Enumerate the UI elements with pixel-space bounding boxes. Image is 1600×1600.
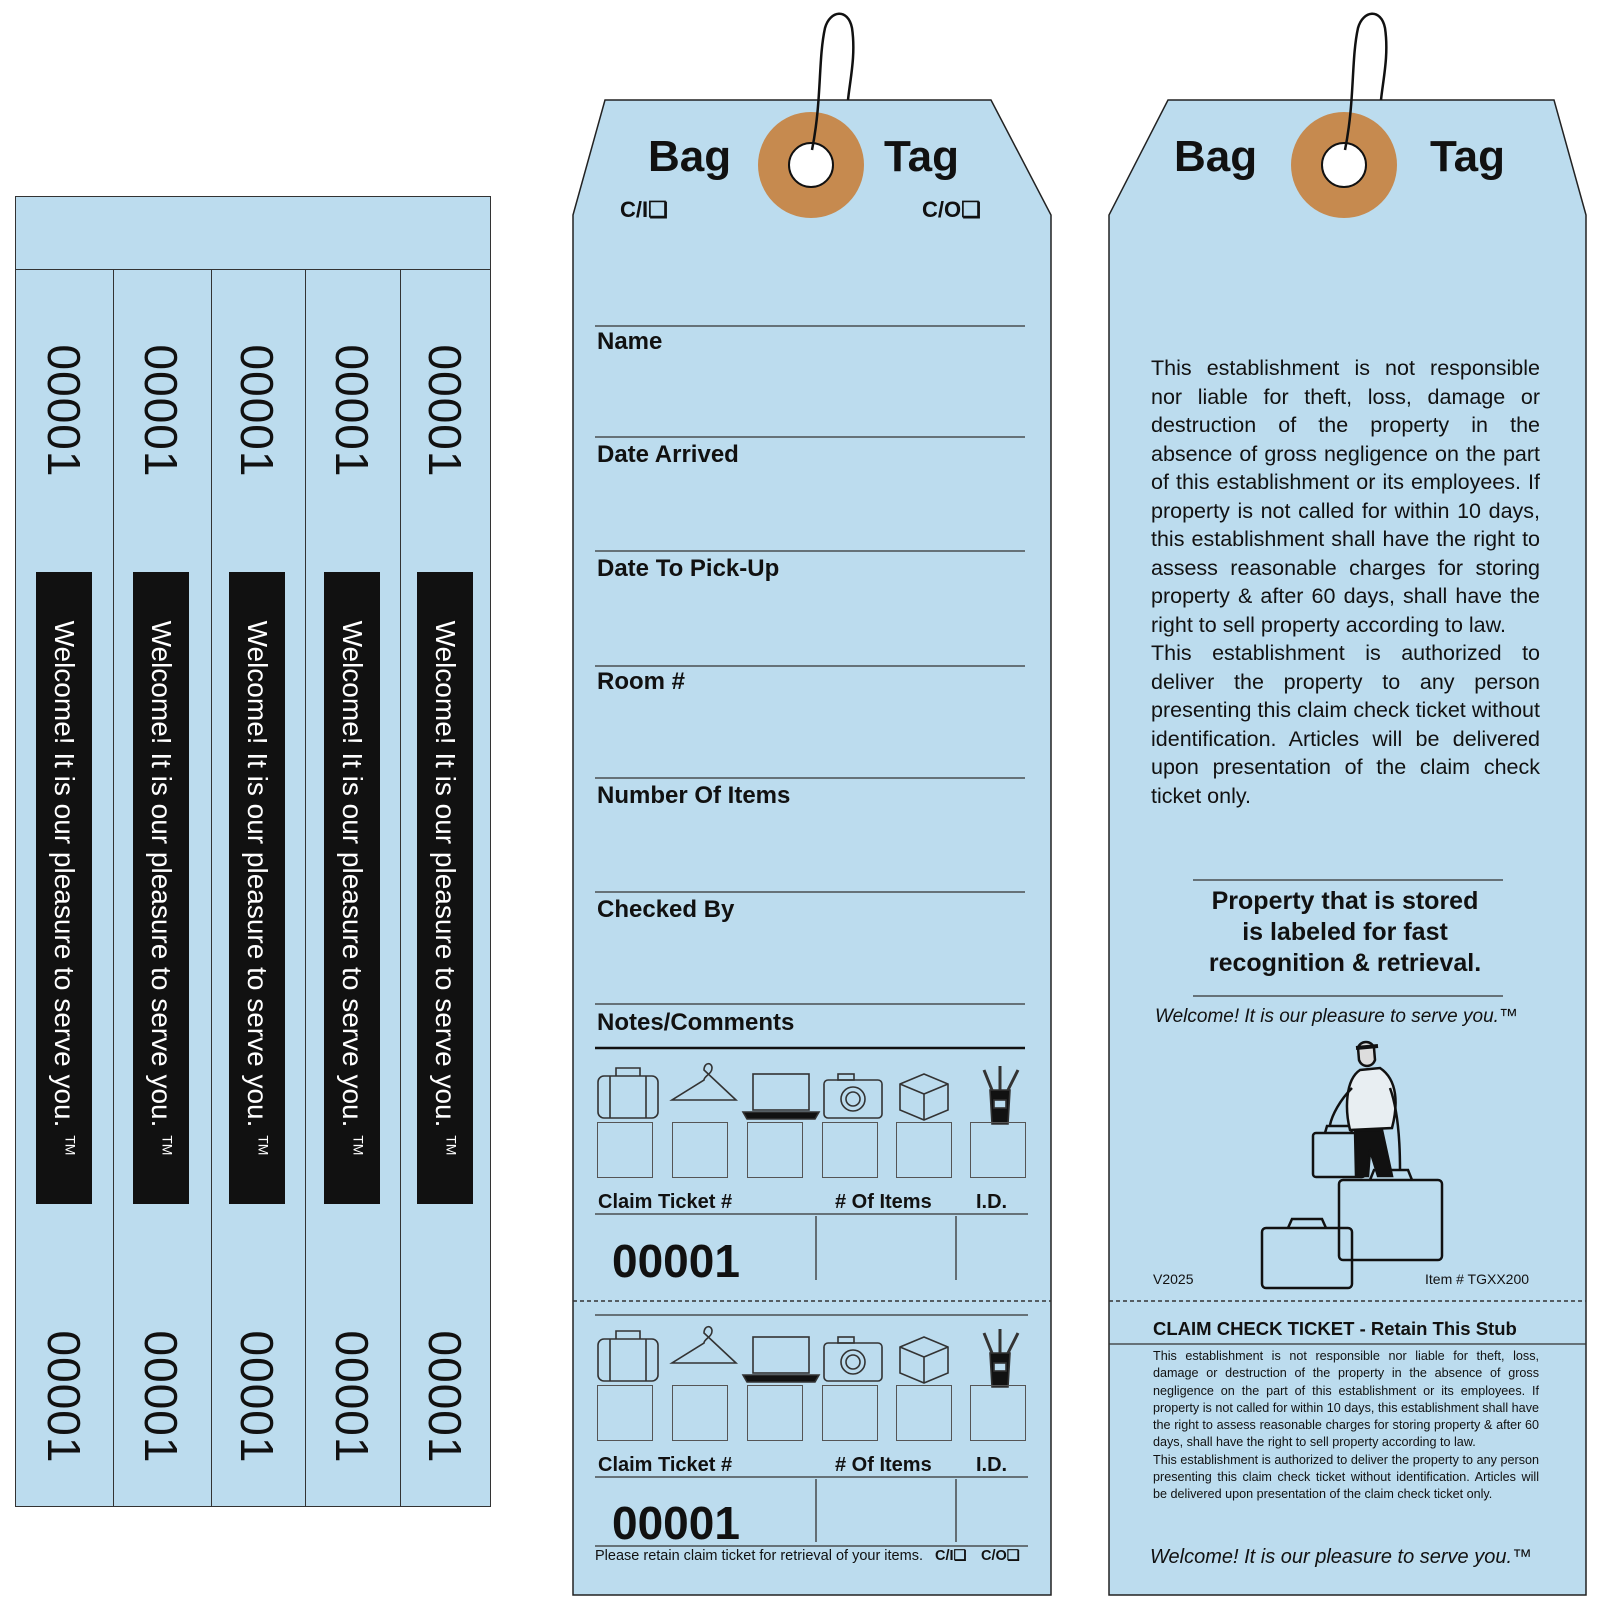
banner-text: Welcome! It is our pleasure to serve you. xyxy=(242,620,273,1128)
trademark: TM xyxy=(159,1135,176,1156)
stub-number-bottom: 00001 xyxy=(37,1330,90,1464)
field-room: Room # xyxy=(597,668,686,695)
footer-check-out[interactable]: C/O❏ xyxy=(981,1548,1020,1564)
stub-number-bottom: 00001 xyxy=(231,1330,283,1464)
stub-number-bottom: 00001 xyxy=(325,1330,378,1464)
check-out-option[interactable]: C/O❏ xyxy=(922,197,981,222)
welcome-banner xyxy=(229,572,285,1204)
back-title-bag: Bag xyxy=(1174,132,1258,181)
footer-co-label: C/O xyxy=(981,1548,1007,1564)
field-name: Name xyxy=(597,328,663,355)
stub-welcome-line: Welcome! It is our pleasure to serve you.™ xyxy=(1150,1546,1533,1568)
trademark: TM xyxy=(349,1135,366,1156)
box-checkbox[interactable] xyxy=(896,1122,952,1178)
stub-column-4 xyxy=(304,270,399,1506)
field-checked-by: Checked By xyxy=(597,896,735,923)
property-note-line-3: recognition & retrieval. xyxy=(1208,949,1482,977)
trademark: TM xyxy=(61,1135,78,1156)
property-note-line-2: is labeled for fast xyxy=(1242,918,1448,946)
stub-column-2 xyxy=(112,270,210,1506)
items-header: # Of Items xyxy=(835,1191,932,1213)
banner-text: Welcome! It is our pleasure to serve you. xyxy=(430,620,461,1128)
check-out-label: C/O xyxy=(922,197,962,222)
disclaimer xyxy=(1151,354,1540,810)
ticket-number: 00001 xyxy=(612,1497,740,1549)
trademark: TM xyxy=(443,1135,460,1156)
camera-checkbox[interactable] xyxy=(822,1122,878,1178)
claim-ticket-header: Claim Ticket # xyxy=(598,1191,733,1213)
stub-number-top: 00001 xyxy=(325,344,378,478)
field-number-of-items: Number Of Items xyxy=(597,782,791,809)
banner-text: Welcome! It is our pleasure to serve you. xyxy=(336,620,368,1128)
check-in-label: C/I xyxy=(620,197,649,222)
stub-column-3 xyxy=(210,270,304,1506)
version: V2025 xyxy=(1153,1271,1194,1287)
footer-check-in[interactable]: C/I❏ xyxy=(935,1548,967,1564)
box-checkbox[interactable] xyxy=(896,1385,952,1441)
laptop-checkbox[interactable] xyxy=(747,1385,803,1441)
golf-bag-checkbox[interactable] xyxy=(970,1385,1026,1441)
camera-checkbox[interactable] xyxy=(822,1385,878,1441)
field-notes: Notes/Comments xyxy=(597,1009,795,1036)
claim-ticket-header: Claim Ticket # xyxy=(598,1454,733,1476)
laptop-checkbox[interactable] xyxy=(747,1122,803,1178)
id-header: I.D. xyxy=(976,1454,1008,1476)
welcome-banner xyxy=(324,572,380,1204)
ticket-number: 00001 xyxy=(612,1235,740,1287)
disclaimer-paragraph-1: This establishment is not responsible nor liable for theft, loss, damage or destruction of the property in the absence of gross negligence on the part of this establishment or its employees. If property is not called for within 10 days, this establishment shall have the right to assess reasonable charges for storing property & after 60 days, shall have the right to sell property according to law. xyxy=(1151,356,1540,637)
front-title-bag: Bag xyxy=(648,132,732,181)
stub-number-top: 00001 xyxy=(37,344,90,478)
disclaimer-paragraph-2: This establishment is authorized to deliver the property to any person presenting this claim check ticket without identification. Articles will be delivered upon presentation of the claim check ticket only. xyxy=(1151,641,1540,808)
hanger-checkbox[interactable] xyxy=(672,1385,728,1441)
stub-number-top: 00001 xyxy=(419,344,471,478)
golf-bag-checkbox[interactable] xyxy=(970,1122,1026,1178)
id-header: I.D. xyxy=(976,1191,1008,1213)
luggage-checkbox[interactable] xyxy=(597,1385,653,1441)
stub-fine-print xyxy=(1153,1348,1539,1504)
check-in-option[interactable]: C/I❏ xyxy=(620,197,668,222)
stub-fine-paragraph-2: This establishment is authorized to deliver the property to any person presenting this claim check ticket without identification. Articles will be delivered upon presentation of the claim check ticket only. xyxy=(1153,1452,1539,1502)
items-header: # Of Items xyxy=(835,1454,932,1476)
luggage-checkbox[interactable] xyxy=(597,1122,653,1178)
front-tag-body xyxy=(573,100,1051,1595)
welcome-line: Welcome! It is our pleasure to serve you.™ xyxy=(1155,1006,1518,1027)
stub-column-1 xyxy=(16,270,111,1506)
stub-number-bottom: 00001 xyxy=(419,1330,471,1464)
stub-number-top: 00001 xyxy=(135,344,187,478)
field-date-pickup: Date To Pick-Up xyxy=(597,555,780,582)
welcome-banner xyxy=(133,572,189,1204)
item-number: Item # TGXX200 xyxy=(1425,1271,1530,1287)
stub-column-5 xyxy=(399,270,491,1506)
stub-number-top: 00001 xyxy=(231,344,283,478)
back-title-tag: Tag xyxy=(1430,132,1505,181)
property-note xyxy=(1160,886,1530,979)
retain-note: Please retain claim ticket for retrieval of your items. xyxy=(595,1548,923,1564)
field-date-arrived: Date Arrived xyxy=(597,441,739,468)
claim-check-title: CLAIM CHECK TICKET - Retain This Stub xyxy=(1153,1318,1517,1339)
stub-number-bottom: 00001 xyxy=(135,1330,187,1464)
welcome-banner xyxy=(36,572,92,1204)
footer-ci-label: C/I xyxy=(935,1548,954,1564)
trademark: TM xyxy=(255,1135,272,1156)
banner-text: Welcome! It is our pleasure to serve you. xyxy=(146,620,177,1128)
front-title-tag: Tag xyxy=(884,132,959,181)
stub-fine-paragraph-1: This establishment is not responsible nor liable for theft, loss, damage or destruction of the property in the absence of gross negligence on the part of this establishment or its employees. If property is not called for within 10 days, this establishment shall have the right to assess reasonable charges for storing property & after 60 days, shall have the right to sell property according to law. xyxy=(1153,1349,1539,1450)
banner-text: Welcome! It is our pleasure to serve you. xyxy=(48,620,80,1128)
hanger-checkbox[interactable] xyxy=(672,1122,728,1178)
property-note-line-1: Property that is stored xyxy=(1211,887,1479,915)
welcome-banner xyxy=(417,572,473,1204)
